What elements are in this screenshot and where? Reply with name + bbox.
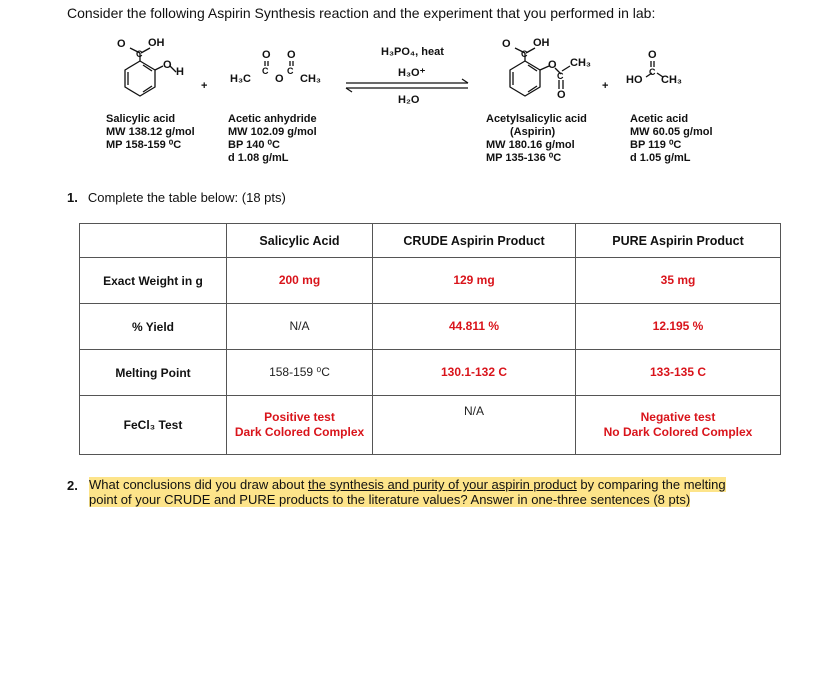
question-1: [67, 190, 286, 205]
atom-oh: OH: [148, 37, 165, 49]
table-cell: 158-159 ⁰C: [227, 350, 373, 396]
plus-sign: +: [602, 80, 609, 92]
row-label: Exact Weight in g: [80, 258, 227, 304]
compound-name: Acetylsalicylic acid: [486, 113, 587, 125]
atom-o: O: [275, 73, 284, 85]
aspirin-ring: [510, 61, 540, 96]
table-row: [80, 258, 781, 304]
question-text: Complete the table below: (18 pts): [87, 190, 286, 205]
table-cell: 35 mg: [576, 258, 781, 304]
compound-prop: BP 119 ⁰C: [630, 139, 682, 151]
atom-c: C: [649, 67, 656, 77]
atom-o: O: [287, 49, 296, 61]
compound-prop: MW 60.05 g/mol: [630, 126, 713, 138]
table-row: [80, 350, 781, 396]
atom-c: C: [287, 66, 294, 76]
atom-o: O: [648, 49, 657, 61]
question-text: What conclusions did you draw about the synthesis and purity of your aspirin product by comparing the melting point of your CRUDE and PURE products to the literature values? Answer in one-three sentences (8 pts): [89, 477, 726, 507]
group-h3c: H₃C: [230, 73, 251, 85]
header-salicylic-acid: Salicylic Acid: [227, 224, 373, 258]
condition-line-2: H₃O⁺: [398, 67, 426, 79]
table-cell: Positive test Dark Colored Complex: [227, 396, 373, 455]
atom-c: C: [557, 71, 564, 81]
compound-prop: MW 102.09 g/mol: [228, 126, 317, 138]
atom-o: O: [163, 59, 172, 71]
compound-prop: BP 140 ⁰C: [228, 139, 280, 151]
compound-prop: d 1.05 g/mL: [630, 152, 691, 164]
table-cell: 200 mg: [227, 258, 373, 304]
question-number: 2.: [67, 478, 78, 493]
question-number: 1.: [67, 190, 78, 205]
table-cell: 130.1-132 C: [373, 350, 576, 396]
header-cell-empty: [80, 224, 227, 258]
compound-acetic-anhydride: [228, 113, 317, 165]
compound-prop: MP 158-159 ⁰C: [106, 139, 182, 151]
table-cell: 133-135 C: [576, 350, 781, 396]
underlined-phrase: the synthesis and purity of your aspirin product: [307, 477, 577, 492]
group-ch3: CH₃: [661, 74, 682, 86]
compound-name: Acetic acid: [630, 113, 689, 125]
atom-oh: OH: [533, 37, 550, 49]
intro-text: Consider the following Aspirin Synthesis reaction and the experiment that you performed in lab:: [67, 5, 656, 21]
compound-prop: MP 135-136 ⁰C: [486, 152, 562, 164]
table-row: [80, 396, 781, 455]
compound-acetic-acid: [630, 113, 713, 165]
header-crude-aspirin: CRUDE Aspirin Product: [373, 224, 576, 258]
compound-aspirin: [486, 113, 587, 165]
group-ho: HO: [626, 74, 643, 86]
condition-line-1: H₃PO₄, heat: [381, 46, 444, 58]
salicylic-ring: [125, 61, 155, 96]
group-ch3: CH₃: [300, 73, 321, 85]
atom-c: C: [521, 49, 528, 59]
compound-prop: MW 138.12 g/mol: [106, 126, 195, 138]
table-cell: 12.195 %: [576, 304, 781, 350]
row-label: % Yield: [80, 304, 227, 350]
table-cell: 129 mg: [373, 258, 576, 304]
plus-sign: +: [201, 80, 208, 92]
compound-name: Acetic anhydride: [228, 113, 317, 125]
row-label: Melting Point: [80, 350, 227, 396]
atom-c: C: [262, 66, 269, 76]
compound-prop: d 1.08 g/mL: [228, 152, 289, 164]
table-cell: N/A: [227, 304, 373, 350]
condition-below: H₂O: [398, 94, 420, 106]
table-row: [80, 304, 781, 350]
compound-name-sub: (Aspirin): [510, 126, 556, 138]
header-pure-aspirin: PURE Aspirin Product: [576, 224, 781, 258]
table-cell: 44.811 %: [373, 304, 576, 350]
atom-o: O: [502, 38, 511, 50]
group-ch3: CH₃: [570, 57, 591, 69]
atom-o: O: [548, 59, 557, 71]
atom-o: O: [117, 38, 126, 50]
results-table: [79, 223, 781, 455]
compound-prop: MW 180.16 g/mol: [486, 139, 575, 151]
table-cell: N/A: [373, 396, 576, 455]
table-cell: Negative test No Dark Colored Complex: [576, 396, 781, 455]
row-label: FeCl₃ Test: [80, 396, 227, 455]
compound-salicylic-acid: [106, 113, 195, 152]
atom-c: C: [136, 49, 143, 59]
atom-h: H: [176, 66, 184, 78]
compound-name: Salicylic acid: [106, 113, 176, 125]
atom-o: O: [557, 89, 566, 101]
equilibrium-arrow: [346, 79, 468, 92]
atom-o: O: [262, 49, 271, 61]
table-header-row: [80, 224, 781, 258]
